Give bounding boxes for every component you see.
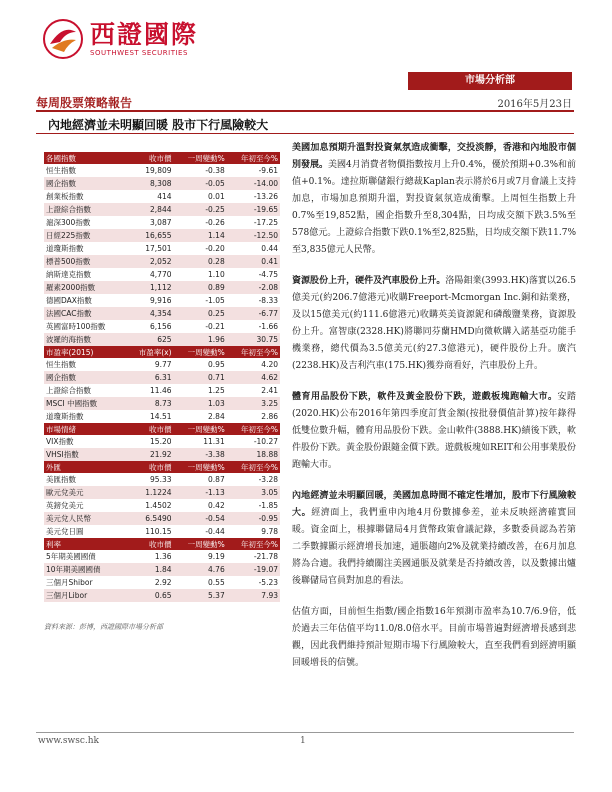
table-cell-value: -0.21 <box>205 322 225 331</box>
table-row <box>44 589 280 602</box>
table-cell-value: 2.41 <box>261 386 278 395</box>
table-cell-value: 2.86 <box>261 412 278 421</box>
table-cell-value: 0.25 <box>174 307 227 320</box>
table-row <box>44 268 280 281</box>
department-banner: 市場分析部 <box>408 72 572 90</box>
table-row <box>44 320 280 333</box>
company-logo <box>42 18 198 60</box>
table-cell-value: 2.84 <box>208 412 225 421</box>
table-cell-value: -1.85 <box>258 501 278 510</box>
table-cell-value: 4,770 <box>150 270 172 279</box>
table-cell-value: 9.19 <box>208 552 225 561</box>
paragraph-body: 安踏(2020.HK)公布2016年第四季度訂貨金額(按批發價值計算)按年錄得低雙位數升幅，體育用品股份下跌。金山軟件(3888.HK)績後下跌，軟件股份下跌。黃金股份跟隨金價下跌。遊戲板塊如REIT和公用事業股份跑輸大市。 <box>292 392 576 470</box>
table-row <box>44 190 280 203</box>
table-cell-label: MSCI 中國指數 <box>44 397 126 410</box>
table-cell-value: 年初至今% <box>227 423 280 435</box>
table-cell-label: 標普500指數 <box>44 255 126 268</box>
table-row <box>44 384 280 397</box>
table-cell-value: 1.25 <box>208 386 225 395</box>
logo-chinese-name: 西證國際 <box>90 20 199 49</box>
table-section-header <box>44 152 280 164</box>
table-cell-value: 一周變動% <box>174 538 227 550</box>
table-cell-value: 18.88 <box>227 448 280 461</box>
table-cell-value: 0.89 <box>174 281 227 294</box>
table-cell-label: 三個月Libor <box>44 589 126 602</box>
headline-rule <box>36 133 574 134</box>
table-cell-label: 市場情緒 <box>44 423 126 435</box>
table-row <box>44 242 280 255</box>
table-cell-value: 110.15 <box>145 527 172 536</box>
table-cell-value: -17.25 <box>253 218 278 227</box>
table-cell-value: 625 <box>126 333 174 346</box>
table-cell-value: 8.73 <box>126 397 174 410</box>
page-number: 1 <box>300 736 306 746</box>
table-cell-label: 恒生指數 <box>46 166 76 175</box>
table-row <box>44 164 280 177</box>
table-cell-value: 0.71 <box>174 371 227 384</box>
table-cell-label: 各國指數 <box>44 152 126 164</box>
table-row <box>44 255 280 268</box>
table-cell-value: -0.25 <box>174 203 227 216</box>
table-row <box>44 203 280 216</box>
table-cell-value: 4.76 <box>174 563 227 576</box>
table-cell-value: -3.28 <box>258 475 278 484</box>
table-cell-value: -1.13 <box>174 486 227 499</box>
table-cell-value: -4.75 <box>258 270 278 279</box>
table-cell-value: -0.20 <box>205 244 225 253</box>
table-section-header <box>44 461 280 473</box>
table-cell-label: 創業板指數 <box>46 192 84 201</box>
table-cell-label: 國企指數 <box>44 177 126 190</box>
table-cell-value: -0.95 <box>227 512 280 525</box>
table-row <box>44 550 280 563</box>
table-row <box>44 435 280 448</box>
table-row <box>44 229 280 242</box>
table-cell-value: 7.93 <box>227 589 280 602</box>
table-cell-value: 0.41 <box>227 255 280 268</box>
table-cell-value: 11.31 <box>203 437 225 446</box>
table-cell-value: 1.10 <box>208 270 225 279</box>
commentary-column <box>292 140 576 686</box>
table-cell-label: 市盈率(2015) <box>44 346 126 358</box>
table-cell-value: -9.61 <box>258 166 278 175</box>
table-row <box>44 177 280 190</box>
commentary-paragraph <box>292 604 576 672</box>
table-cell-value: -1.05 <box>205 296 225 305</box>
headline: 內地經濟並未明顯回暖 股市下行風險較大 <box>48 118 269 132</box>
table-cell-value: 3,087 <box>150 218 172 227</box>
table-cell-label: 歐元兌美元 <box>44 486 126 499</box>
table-row <box>44 281 280 294</box>
paragraph-body: 美國4月消費者物價指數按月上升0.4%，優於預期+0.3%和前值+0.1%。達拉斯聯儲銀行總裁Kaplan表示將於6月或7月會議上支持加息，市場加息預期升溫，對投資氣氛造成衝擊。上周恒生指數上升0.7%至19,852點，國企指數升至8,304點，日均成交額下跌3.5%至578億元。上證綜合指數下跌0.1%至2,825點，日均成交額下跌11.7%至3,835億元人民幣。 <box>292 160 577 255</box>
table-section-header <box>44 538 280 550</box>
table-cell-label: 美元兌人民幣 <box>44 512 126 525</box>
table-cell-value: -19.65 <box>227 203 280 216</box>
table-cell-value: 4.62 <box>227 371 280 384</box>
paragraph-lead: 美國加息預期升溫對投資氣氛造成衝擊，交投淡靜，香港和內地股市個別發展。 <box>292 143 576 170</box>
commentary-paragraph <box>292 140 576 259</box>
table-row <box>44 333 280 346</box>
table-cell-value: 4.20 <box>261 360 278 369</box>
table-cell-label: 英國富時100指數 <box>46 322 106 331</box>
paragraph-body: 經濟面上，我們重申內地4月份數據參差，並未反映經濟確實回暖。資金面上，根據聯儲局4月貨幣政策會議記錄，多數委員認為若第二季數據顯示經濟增長加速，通脹趨向2%及就業持續改善，在6月加息將為合適。我們持續關注美國通脹及就業是否持續改善，以及數據出爐後聯儲局官員對加息的看法。 <box>292 508 576 586</box>
table-row <box>44 473 280 486</box>
table-cell-value: -2.08 <box>227 281 280 294</box>
table-cell-value: 收市價 <box>126 461 174 473</box>
table-cell-value: 1.1224 <box>126 486 174 499</box>
table-row <box>44 216 280 229</box>
table-cell-value: -6.77 <box>227 307 280 320</box>
table-cell-value: 0.65 <box>126 589 174 602</box>
table-cell-value: 16,655 <box>126 229 174 242</box>
header-rule <box>36 110 574 112</box>
table-cell-label: 5年期美國國債 <box>46 552 96 561</box>
table-cell-label: 羅素2000指數 <box>44 281 126 294</box>
logo-english-name: SOUTHWEST SECURITIES <box>90 49 188 57</box>
table-section-header <box>44 423 280 435</box>
table-cell-value: 收市價 <box>126 152 174 164</box>
table-cell-value: -8.33 <box>258 296 278 305</box>
table-cell-value: 6.5490 <box>126 512 174 525</box>
table-cell-value: -3.38 <box>174 448 227 461</box>
table-row <box>44 410 280 423</box>
table-cell-value: 收市價 <box>126 538 174 550</box>
table-row <box>44 576 280 589</box>
table-cell-value: 3.05 <box>227 486 280 499</box>
table-cell-label: 美匯指數 <box>46 475 76 484</box>
report-date: 2016年5月23日 <box>497 99 572 110</box>
table-cell-value: -19.07 <box>227 563 280 576</box>
table-cell-label: 日經225指數 <box>44 229 126 242</box>
table-cell-value: 0.42 <box>208 501 225 510</box>
table-cell-label: 道瓊斯指數 <box>46 244 84 253</box>
table-cell-value: 9.78 <box>261 527 278 536</box>
table-row <box>44 358 280 371</box>
table-cell-value: 1.03 <box>174 397 227 410</box>
table-cell-value: 4,354 <box>126 307 174 320</box>
table-cell-value: -12.50 <box>227 229 280 242</box>
table-cell-value: 1.36 <box>154 552 172 561</box>
table-cell-label: 三個月Shibor <box>46 578 93 587</box>
table-row <box>44 448 280 461</box>
table-cell-value: 年初至今% <box>227 346 280 358</box>
table-section-header <box>44 346 280 358</box>
table-cell-value: -13.26 <box>253 192 278 201</box>
table-cell-value: -21.78 <box>253 552 278 561</box>
table-row <box>44 371 280 384</box>
table-row <box>44 397 280 410</box>
table-cell-value: 0.55 <box>208 578 225 587</box>
commentary-paragraph <box>292 273 576 375</box>
table-cell-value: 年初至今% <box>227 461 280 473</box>
table-cell-value: 0.01 <box>208 192 225 201</box>
table-cell-value: 一周變動% <box>174 152 227 164</box>
table-cell-value: 年初至今% <box>227 152 280 164</box>
table-cell-value: -0.44 <box>205 527 225 536</box>
footer-rule <box>36 732 574 733</box>
paragraph-body: 估值方面，目前恒生指數/國企指數16年預測市盈率為10.7/6.9倍，低於過去三年估值平均11.0/8.0倍水平。目前市場普遍對經濟增長感到悲觀，因此我們維持預計短期市場下行風險較大，直至我們看到經濟明顯回暖增長的信號。 <box>292 607 576 668</box>
table-cell-value: 收市價 <box>126 423 174 435</box>
table-row <box>44 307 280 320</box>
table-cell-value: 1.84 <box>126 563 174 576</box>
table-cell-value: 95.33 <box>150 475 172 484</box>
table-cell-label: 國企指數 <box>44 371 126 384</box>
table-cell-value: 30.75 <box>227 333 280 346</box>
commentary-paragraph <box>292 488 576 590</box>
table-cell-value: -0.54 <box>174 512 227 525</box>
table-cell-label: 美元兌日圓 <box>46 527 84 536</box>
table-cell-value: 2,052 <box>126 255 174 268</box>
table-cell-value: 一周變動% <box>174 423 227 435</box>
table-cell-label: 利率 <box>44 538 126 550</box>
table-cell-label: 滬深300指數 <box>46 218 91 227</box>
table-cell-label: 上證綜合指數 <box>44 203 126 216</box>
table-cell-value: 11.46 <box>150 386 172 395</box>
market-data-table <box>44 152 280 602</box>
table-cell-value: 1.4502 <box>145 501 172 510</box>
table-row <box>44 499 280 512</box>
table-cell-value: 9,916 <box>150 296 172 305</box>
footer-website: www.swsc.hk <box>38 736 99 746</box>
table-cell-value: -14.00 <box>227 177 280 190</box>
table-cell-value: -0.38 <box>205 166 225 175</box>
table-source: 資料來源：彭博，西證國際市場分析部 <box>44 623 163 631</box>
table-cell-value: 1.96 <box>174 333 227 346</box>
paragraph-body: 洛陽鉬業(3993.HK)落實以26.5億美元(約206.7億港元)收購Freeport-Mcmorgan Inc.銅和鈷業務，及以15億美元(約111.6億港元)收購英美資源鈮和磷酸鹽業務，資源股份上升。富智康(2328.HK)將聯同芬蘭HMD向微軟購入諾基亞功能手機業務，總代價為3.5億美元(約27.3億港元)，硬件股份上升。廣汽(2238.HK)及吉利汽車(175.HK)獲券商看好，汽車股份上升。 <box>292 276 576 371</box>
report-title: 每周股票策略報告 <box>36 96 133 110</box>
table-cell-value: 一周變動% <box>174 346 227 358</box>
table-cell-value: 14.51 <box>150 412 172 421</box>
table-cell-label: VHSI指數 <box>44 448 126 461</box>
table-cell-label: 10年期美國國債 <box>44 563 126 576</box>
table-cell-value: -0.26 <box>205 218 225 227</box>
table-cell-value: 9.77 <box>154 360 172 369</box>
table-cell-value: 2,844 <box>126 203 174 216</box>
table-cell-value: 15.20 <box>150 437 172 446</box>
commentary-paragraph <box>292 389 576 474</box>
table-cell-label: 法國CAC指數 <box>44 307 126 320</box>
table-cell-value: 17,501 <box>145 244 172 253</box>
table-cell-value: 0.44 <box>261 244 278 253</box>
table-cell-value: 0.95 <box>208 360 225 369</box>
table-cell-value: 8,308 <box>126 177 174 190</box>
table-cell-value: 年初至今% <box>227 538 280 550</box>
table-cell-label: 德國DAX指數 <box>46 296 92 305</box>
table-cell-value: 6,156 <box>150 322 172 331</box>
table-cell-value: 0.87 <box>208 475 225 484</box>
table-cell-value: -5.23 <box>258 578 278 587</box>
table-row <box>44 525 280 538</box>
paragraph-lead: 資源股份上升，硬件及汽車股份上升。 <box>292 276 446 286</box>
table-cell-label: 英鎊兌美元 <box>46 501 84 510</box>
table-cell-value: 一周變動% <box>174 461 227 473</box>
logo-mark-icon <box>42 18 84 60</box>
table-row <box>44 294 280 307</box>
table-row <box>44 563 280 576</box>
table-cell-label: 道瓊斯指數 <box>46 412 84 421</box>
table-cell-label: VIX指數 <box>46 437 74 446</box>
table-cell-value: 2.92 <box>154 578 172 587</box>
table-cell-value: 21.92 <box>126 448 174 461</box>
table-cell-value: 3.25 <box>227 397 280 410</box>
table-row <box>44 486 280 499</box>
table-cell-value: -10.27 <box>253 437 278 446</box>
table-cell-value: 0.28 <box>174 255 227 268</box>
table-cell-value: 1,112 <box>126 281 174 294</box>
table-cell-label: 恒生指數 <box>46 360 76 369</box>
table-cell-value: 市盈率(x) <box>126 346 174 358</box>
table-cell-value: -1.66 <box>258 322 278 331</box>
table-cell-label: 波羅的海指數 <box>44 333 126 346</box>
table-cell-value: 19,809 <box>145 166 172 175</box>
table-cell-value: 414 <box>157 192 172 201</box>
table-cell-value: 6.31 <box>126 371 174 384</box>
table-cell-value: 5.37 <box>174 589 227 602</box>
table-cell-label: 外匯 <box>44 461 126 473</box>
table-cell-value: -0.05 <box>174 177 227 190</box>
table-row <box>44 512 280 525</box>
table-cell-label: 上證綜合指數 <box>46 386 91 395</box>
paragraph-lead: 體育用品股份下跌，軟件及黃金股份下跌，遊戲板塊跑輸大市。 <box>292 392 558 402</box>
table-cell-label: 納斯達克指數 <box>46 270 91 279</box>
paragraph-lead: 內地經濟並未明顯回暖，美國加息時間不確定性增加，股市下行風險較大。 <box>292 491 576 518</box>
table-cell-value: 1.14 <box>174 229 227 242</box>
